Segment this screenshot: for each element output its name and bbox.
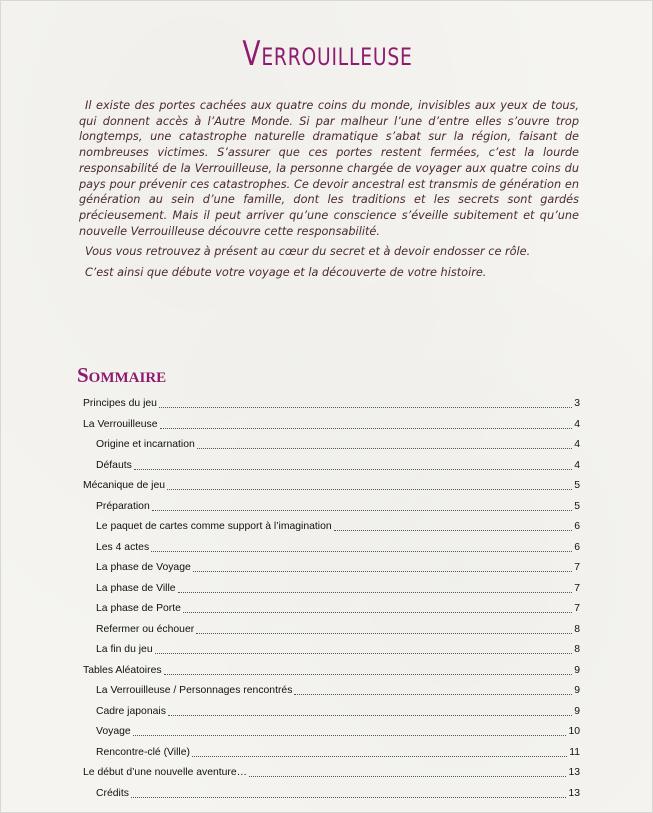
toc-entry[interactable]: [96, 719, 580, 739]
toc-leader-dots: [183, 612, 572, 613]
toc-entry-label: Principes du jeu: [83, 398, 157, 409]
intro-text: [79, 98, 579, 281]
toc-entry[interactable]: [83, 391, 580, 411]
toc-leader-dots: [151, 551, 572, 552]
toc-entry-label: La phase de Voyage: [96, 562, 191, 573]
intro-paragraph: C’est ainsi que débute votre voyage et la découverte de votre histoire.: [85, 266, 487, 280]
toc-entry-page: 7: [574, 582, 580, 594]
toc-entry[interactable]: [96, 514, 580, 534]
toc-entry[interactable]: [96, 740, 580, 760]
toc-entry-page: 9: [574, 685, 580, 696]
toc-entry[interactable]: [96, 781, 580, 801]
toc-entry-page: 4: [574, 418, 580, 430]
toc-leader-dots: [159, 407, 572, 408]
toc-entry-page: 5: [574, 480, 580, 491]
toc-entry-page: 3: [574, 398, 580, 409]
toc-entry[interactable]: [96, 678, 580, 698]
toc-entry[interactable]: [96, 535, 580, 555]
toc-entry[interactable]: [96, 432, 580, 452]
toc-entry-page: 7: [574, 603, 580, 614]
toc-entry[interactable]: [96, 596, 580, 616]
summary-heading: Sommaire: [77, 363, 167, 387]
toc-entry-label: Refermer ou échouer: [96, 623, 195, 635]
document-title: Verrouilleuse: [242, 34, 413, 74]
toc-entry-label: La phase de Porte: [96, 603, 181, 614]
toc-leader-dots: [131, 797, 567, 798]
toc-leader-dots: [197, 448, 572, 449]
toc-entry-page: 7: [574, 562, 580, 573]
toc-entry-label: Cadre japonais: [96, 705, 166, 717]
toc-entry[interactable]: [96, 453, 580, 473]
toc-entry[interactable]: [83, 412, 580, 432]
toc-leader-dots: [192, 756, 567, 757]
toc-leader-dots: [167, 489, 572, 490]
toc-entry-page: 6: [574, 541, 580, 553]
toc-entry-label: Défauts: [96, 459, 132, 471]
toc-entry-label: Rencontre-clé (Ville): [96, 746, 190, 758]
toc-entry-label: Origine et incarnation: [96, 439, 195, 450]
toc-leader-dots: [133, 735, 567, 736]
toc-leader-dots: [196, 633, 572, 634]
toc-entry[interactable]: [96, 494, 580, 514]
toc-entry-label: Préparation: [96, 500, 150, 512]
toc-entry-page: 4: [574, 439, 580, 450]
toc-entry-label: Le début d’une nouvelle aventure…: [83, 767, 248, 778]
toc-leader-dots: [193, 571, 572, 572]
toc-entry-label: Tables Aléatoires: [83, 664, 162, 676]
toc-entry-label: La fin du jeu: [96, 644, 153, 655]
toc-entry[interactable]: [96, 576, 580, 596]
toc-entry-page: 10: [568, 726, 580, 737]
toc-entry[interactable]: [96, 637, 580, 657]
toc-leader-dots: [134, 469, 572, 470]
toc-entry-label: Le paquet de cartes comme support à l’imagination: [96, 521, 332, 532]
toc-leader-dots: [164, 674, 573, 675]
toc-leader-dots: [152, 510, 572, 511]
toc-entry[interactable]: [96, 555, 580, 575]
toc-entry-page: 8: [574, 623, 580, 635]
toc-leader-dots: [178, 592, 573, 593]
toc-entry-page: 13: [568, 787, 580, 799]
toc-entry[interactable]: [83, 473, 580, 493]
toc-entry-label: La Verrouilleuse / Personnages rencontrés: [96, 685, 293, 696]
toc-entry-page: 13: [568, 767, 580, 778]
toc-leader-dots: [334, 530, 573, 531]
toc-leader-dots: [249, 776, 566, 777]
toc-entry-page: 6: [574, 521, 580, 532]
toc-leader-dots: [168, 715, 572, 716]
toc-entry-page: 4: [574, 459, 580, 471]
toc-leader-dots: [294, 694, 572, 695]
toc-entry-label: Mécanique de jeu: [83, 480, 166, 491]
toc-entry-label: La Verrouilleuse: [83, 418, 158, 430]
toc-entry-label: Crédits: [96, 787, 129, 799]
toc-entry-page: 9: [574, 664, 580, 676]
toc-entry[interactable]: [96, 617, 580, 637]
toc-entry[interactable]: [96, 699, 580, 719]
toc-leader-dots: [160, 428, 573, 429]
toc-entry-label: La phase de Ville: [96, 582, 176, 594]
toc-entry-label: Voyage: [96, 726, 131, 737]
intro-paragraph: Il existe des portes cachées aux quatre coins du monde, invisibles aux yeux de tous, qui donnent accès à l’Autre Monde. Si par malheur l’une d’entre elles s’ouvre trop longtemps, une catastrophe naturelle dramatique s’abat sur la région, faisant de nombreuses victimes. S’assurer que ces portes restent fermées, c’est la lourde responsabilité de la Verrouilleuse, la personne chargée de voyager aux quatre coins du pays pour prévenir ces catastrophes. Ce devoir ancestral est transmis de génération en génération au sein d’une famille, dont les traditions et les secrets sont gardés précieusement. Mais il peut arriver qu’une conscience s’éveille subitement et qu’une nouvelle Verrouilleuse découvre cette responsabilité.: [79, 99, 579, 238]
toc-entry[interactable]: [83, 760, 580, 780]
intro-paragraph: Vous vous retrouvez à présent au cœur du secret et à devoir endosser ce rôle.: [85, 245, 531, 259]
toc-entry-label: Les 4 actes: [96, 541, 150, 553]
toc-entry-page: 9: [574, 705, 580, 717]
toc-entry-page: 8: [574, 644, 580, 655]
toc-entry[interactable]: [83, 658, 580, 678]
toc-entry-page: 5: [574, 500, 580, 512]
toc-entry-page: 11: [569, 746, 580, 758]
toc-leader-dots: [155, 653, 573, 654]
